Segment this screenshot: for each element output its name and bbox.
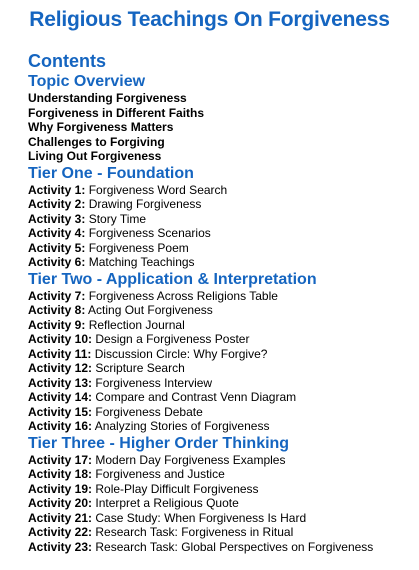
topic-overview-section — [28, 72, 413, 164]
tier-three-heading: Tier Three - Higher Order Thinking — [28, 434, 290, 452]
activity-title: Forgiveness and Justice — [95, 467, 225, 481]
activity-item — [28, 525, 413, 540]
topic-overview-heading: Topic Overview — [28, 73, 146, 90]
activity-title: Scripture Search — [95, 361, 185, 375]
activity-title: Case Study: When Forgiveness Is Hard — [95, 510, 307, 525]
activity-title: Design a Forgiveness Poster — [95, 332, 250, 346]
activity-label: Activity 3: — [28, 211, 86, 226]
activity-item — [28, 467, 413, 482]
activity-label: Activity 12: — [28, 361, 93, 375]
topic-item: Living Out Forgiveness — [28, 149, 162, 163]
activity-item — [28, 419, 413, 434]
activity-label: Activity 5: — [28, 240, 86, 255]
tier-one-section — [28, 164, 413, 270]
activity-title: Reflection Journal — [88, 317, 185, 332]
activity-item — [28, 496, 413, 511]
topic-item: Challenges to Forgiving — [28, 134, 165, 149]
activity-item — [28, 212, 413, 227]
activity-item — [28, 303, 413, 318]
activity-label: Activity 8: — [28, 303, 86, 317]
contents-heading: Contents — [28, 51, 106, 71]
activity-title: Modern Day Forgiveness Examples — [95, 452, 286, 467]
activity-title: Role-Play Difficult Forgiveness — [95, 481, 259, 496]
activity-label: Activity 19: — [28, 481, 93, 496]
activity-item — [28, 226, 413, 241]
activity-label: Activity 10: — [28, 332, 93, 346]
activity-title: Forgiveness Interview — [95, 375, 213, 390]
activity-title: Discussion Circle: Why Forgive? — [94, 346, 268, 361]
activity-label: Activity 1: — [28, 182, 86, 197]
activity-item — [28, 453, 413, 468]
activity-item — [28, 405, 413, 420]
activity-title: Interpret a Religious Quote — [95, 496, 239, 510]
topic-item: Understanding Forgiveness — [28, 91, 187, 105]
topic-item: Why Forgiveness Matters — [28, 120, 174, 134]
tier-two-section — [28, 270, 413, 434]
activity-item — [28, 361, 413, 376]
activity-title: Acting Out Forgiveness — [88, 303, 213, 317]
activity-label: Activity 13: — [28, 375, 93, 390]
tier-two-heading: Tier Two - Application & Interpretation — [28, 270, 317, 288]
activity-item — [28, 318, 413, 333]
activity-title: Forgiveness Poem — [88, 240, 189, 255]
activity-label: Activity 4: — [28, 226, 86, 240]
activity-label: Activity 17: — [28, 452, 93, 467]
activity-label: Activity 14: — [28, 390, 93, 404]
activity-title: Story Time — [88, 211, 147, 226]
activity-label: Activity 15: — [28, 404, 93, 419]
activity-title: Analyzing Stories of Forgiveness — [94, 419, 270, 433]
activity-item — [28, 197, 413, 212]
activity-item — [28, 376, 413, 391]
activity-title: Forgiveness Across Religions Table — [88, 288, 278, 303]
activity-label: Activity 21: — [28, 510, 93, 525]
activity-title: Drawing Forgiveness — [88, 197, 202, 211]
activity-label: Activity 7: — [28, 288, 86, 303]
activity-item — [28, 482, 413, 497]
activity-label: Activity 11: — [28, 346, 92, 361]
activity-item — [28, 255, 413, 270]
activity-title: Compare and Contrast Venn Diagram — [95, 390, 297, 404]
activity-label: Activity 23: — [28, 539, 93, 554]
page-title: Religious Teachings On Forgiveness — [29, 8, 390, 31]
topic-item: Forgiveness in Different Faiths — [28, 105, 205, 120]
activity-title: Forgiveness Debate — [95, 404, 203, 419]
activity-item — [28, 540, 413, 555]
activity-label: Activity 20: — [28, 496, 93, 510]
activity-item — [28, 332, 413, 347]
activity-label: Activity 22: — [28, 525, 93, 539]
activity-title: Forgiveness Word Search — [88, 182, 228, 197]
activity-item — [28, 241, 413, 256]
table-of-contents — [28, 51, 413, 554]
activity-title: Research Task: Global Perspectives on Forgiveness — [95, 539, 374, 554]
activity-title: Research Task: Forgiveness in Ritual — [95, 525, 294, 539]
activity-item — [28, 289, 413, 304]
activity-label: Activity 9: — [28, 317, 86, 332]
tier-three-section — [28, 434, 413, 555]
activity-item — [28, 183, 413, 198]
activity-item — [28, 390, 413, 405]
activity-title: Forgiveness Scenarios — [88, 226, 211, 240]
activity-item — [28, 347, 413, 362]
activity-label: Activity 18: — [28, 467, 93, 481]
activity-label: Activity 2: — [28, 197, 86, 211]
activity-label: Activity 16: — [28, 419, 93, 433]
activity-item — [28, 511, 413, 526]
activity-label: Activity 6: — [28, 255, 86, 269]
tier-one-heading: Tier One - Foundation — [28, 164, 194, 182]
activity-title: Matching Teachings — [88, 255, 195, 269]
